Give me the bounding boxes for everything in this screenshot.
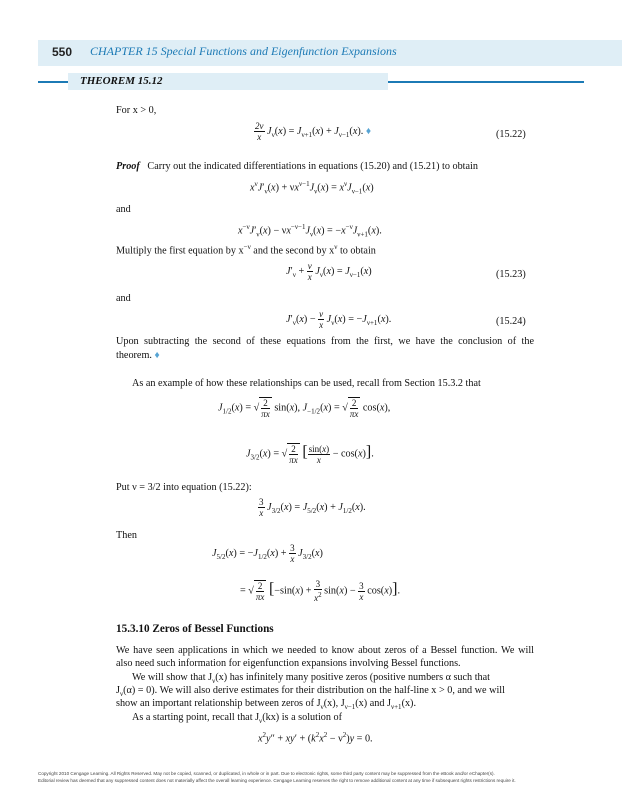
equation-put-nu: $\frac{3}{x}$ $J_{3/2}(x) = J_{5/2}(x) + J_{1/2}(x)$.	[259, 497, 366, 518]
put-nu-line: Put ν = 3/2 into equation (15.22):	[116, 482, 252, 493]
section-p1-line1: We have seen applications in which we needed to know about zeros of a Bessel function. We will	[116, 645, 534, 656]
eq-number-15-22: (15.22)	[496, 129, 526, 140]
equation-15-22: $\frac{2\nu}{x}$ $J_\nu(x) = J_{\nu+1}(x) + J_{\nu-1}(x)$. ♦	[255, 121, 372, 142]
equation-derivative-2: $x^{-\nu}J'_\nu(x) - \nu x^{-\nu-1}J_\nu(x) = -x^{-\nu}J_{\nu+1}(x)$.	[238, 223, 382, 239]
and-1: and	[116, 204, 131, 215]
equation-j-five-halves-b: = √ $\frac{2}{\pi x}$ [−sin(x) + $\frac{3}{x^2}$ sin(x) − $\frac{3}{x}$ cos(x)].	[240, 579, 401, 603]
theorem-intro: For x > 0,	[116, 105, 157, 116]
conclusion-line-1: Upon subtracting the second of these equations from the first, we have the conclusion of the	[116, 336, 534, 347]
conclusion-line-2: theorem. ♦	[116, 350, 160, 361]
section-p2-line3: show an important relationship between zeros of $J_\nu(x)$, $J_{\nu-1}(x)$ and $J_{\nu+1}(x)$.	[116, 698, 416, 712]
section-p2-line1: We will show that $J_\nu(x)$ has infinitely many positive zeros (positive numbers α such that	[132, 672, 490, 686]
equation-j-three-halves: $J_{3/2}(x)$ = √ $\frac{2}{\pi x}$ [ $\frac{\sin(x)}{x}$ − cos(x)].	[246, 443, 374, 465]
chapter-title: CHAPTER 15 Special Functions and Eigenfunction Expansions	[90, 44, 397, 58]
section-p3: As a starting point, recall that $J_\nu(kx)$ is a solution of	[132, 712, 342, 726]
proof-line	[116, 160, 478, 173]
then-line: Then	[116, 530, 137, 541]
copyright-line-1: Copyright 2010 Cengage Learning. All Rights Reserved. May not be copied, scanned, or duplicated, in whole or in part. Due to electronic rights, some third party content may be suppressed from the eBook and/or eChapter(s).	[38, 771, 495, 776]
copyright-line-2: Editorial review has deemed that any suppressed content does not materially affect the overall learning experience. Cengage Learning reserves the right to remove additional content at any time if subsequent rights restrictions require it.	[38, 778, 516, 783]
end-theorem-icon: ♦	[365, 125, 372, 137]
theorem-rule-right	[388, 81, 584, 83]
theorem-label: THEOREM 15.12	[80, 75, 163, 87]
and-2: and	[116, 293, 131, 304]
running-header	[38, 40, 622, 66]
equation-j-half: $J_{1/2}(x)$ = √ $\frac{2}{\pi x}$ sin(x), $J_{-1/2}(x)$ = √ $\frac{2}{\pi x}$ cos(x),	[218, 398, 391, 419]
theorem-banner	[68, 73, 388, 90]
theorem-rule-left	[38, 81, 68, 83]
equation-15-24: $J'_\nu(x)$ − $\frac{\nu}{x}$ $J_\nu(x) = -J_{\nu+1}(x)$.	[286, 309, 392, 330]
multiply-line: Multiply the first equation by $x^{-\nu}$ and the second by $x^\nu$ to obtain	[116, 243, 376, 257]
proof-text: Carry out the indicated differentiations in equations (15.20) and (15.21) to obtain	[147, 161, 478, 172]
section-title: 15.3.10 Zeros of Bessel Functions	[116, 623, 274, 635]
example-intro: As an example of how these relationships can be used, recall from Section 15.3.2 that	[132, 378, 481, 389]
section-p2-line2: $J_\nu(\alpha) = 0$). We will also derive estimates for their distribution on the half-line x > 0, and we will	[116, 685, 505, 699]
equation-j-five-halves-a: $J_{5/2}(x) = -J_{1/2}(x)$ + $\frac{3}{x}$ $J_{3/2}(x)$	[212, 543, 323, 564]
equation-bessel-ode: $x^2y'' + xy' + (k^2x^2 - \nu^2)y = 0$.	[258, 731, 373, 745]
eq-number-15-24: (15.24)	[496, 316, 526, 327]
equation-derivative-1: $x^\nu J'_\nu(x) + \nu x^{\nu-1}J_\nu(x) = x^\nu J_{\nu-1}(x)$	[250, 180, 374, 196]
proof-label: Proof	[116, 161, 140, 172]
end-proof-icon: ♦	[154, 350, 160, 361]
section-p1-line2: also need such information for eigenfunction expansions involving Bessel functions.	[116, 658, 461, 669]
eq-number-15-23: (15.23)	[496, 269, 526, 280]
equation-15-23: $J'_\nu$ + $\frac{\nu}{x}$ $J_\nu(x) = J_{\nu-1}(x)$	[286, 261, 372, 282]
page-number: 550	[52, 45, 73, 59]
